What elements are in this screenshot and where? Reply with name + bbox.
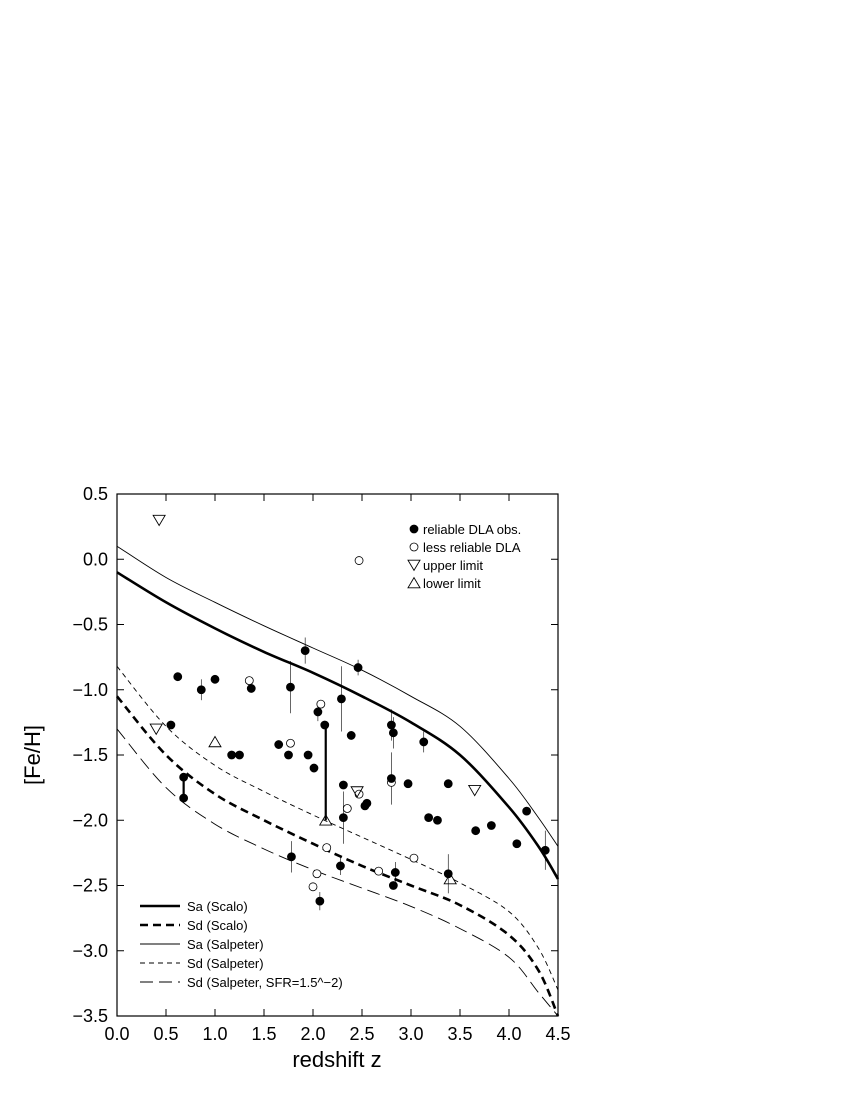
less-reliable-point (286, 739, 294, 747)
x-tick-label: 3.0 (398, 1024, 424, 1044)
lower-limit-point (209, 737, 221, 747)
reliable-point (174, 673, 182, 681)
x-tick-label: 0.0 (104, 1024, 130, 1044)
reliable-point (180, 773, 188, 781)
reliable-point (420, 738, 428, 746)
reliable-point (337, 695, 345, 703)
series-line-sa-scalo (117, 572, 558, 879)
reliable-point (310, 764, 318, 772)
legend-label-filled-circle: reliable DLA obs. (423, 522, 522, 537)
reliable-point (541, 846, 549, 854)
x-tick-label: 3.5 (447, 1024, 473, 1044)
reliable-point (523, 807, 531, 815)
less-reliable-point (410, 854, 418, 862)
y-tick-label: −3.0 (72, 940, 108, 961)
reliable-point (336, 862, 344, 870)
legend-marker-lower-limit (408, 578, 420, 588)
less-reliable-point (317, 700, 325, 708)
legend-label-thin-solid: Sa (Salpeter) (187, 937, 264, 952)
reliable-point (316, 897, 324, 905)
reliable-point (404, 780, 412, 788)
x-tick-label: 0.5 (153, 1024, 179, 1044)
y-tick-label: 0.0 (82, 549, 108, 570)
reliable-point (339, 781, 347, 789)
legend-label-open-circle: less reliable DLA (423, 540, 521, 555)
reliable-point (236, 751, 244, 759)
legend-marker-less-reliable (410, 543, 418, 551)
reliable-point (228, 751, 236, 759)
axis-ticks (72, 484, 570, 1044)
less-reliable-point (343, 805, 351, 813)
reliable-point (321, 721, 329, 729)
x-axis-title: redshift z (292, 1047, 382, 1072)
reliable-point (275, 741, 283, 749)
y-tick-label: −2.5 (72, 875, 108, 896)
upper-limit-point (469, 785, 481, 795)
reliable-point (387, 721, 395, 729)
y-tick-label: −0.5 (72, 614, 108, 635)
legend-marker-reliable (410, 525, 418, 533)
x-tick-label: 1.5 (251, 1024, 277, 1044)
reliable-point (304, 751, 312, 759)
legend-label-thin-longdash: Sd (Salpeter, SFR=1.5^−2) (187, 975, 343, 990)
data-points (150, 515, 549, 905)
upper-limit-point (153, 515, 165, 525)
reliable-point (513, 840, 521, 848)
y-tick-label: −2.0 (72, 810, 108, 831)
reliable-point (167, 721, 175, 729)
x-tick-label: 2.5 (349, 1024, 375, 1044)
legend-label-thick-solid: Sa (Scalo) (187, 899, 248, 914)
legend (140, 522, 521, 990)
legend-label-down-triangle: upper limit (423, 558, 483, 573)
reliable-point (389, 882, 397, 890)
less-reliable-point (245, 677, 253, 685)
y-tick-label: −1.5 (72, 745, 108, 765)
reliable-point (339, 814, 347, 822)
series-line-sd-salpeter-sfr-1-5-2 (117, 729, 558, 1016)
legend-label-up-triangle: lower limit (423, 576, 481, 591)
reliable-point (314, 708, 322, 716)
y-tick-label: 0.5 (82, 484, 108, 504)
reliable-point (286, 683, 294, 691)
legend-marker-upper-limit (408, 560, 420, 570)
reliable-point (487, 821, 495, 829)
reliable-point (391, 868, 399, 876)
series-line-sd-scalo (117, 696, 558, 1016)
reliable-point (287, 853, 295, 861)
y-axis-title: [Fe/H] (20, 725, 45, 785)
y-tick-label: −3.5 (72, 1006, 108, 1026)
reliable-point (363, 799, 371, 807)
reliable-point (472, 827, 480, 835)
reliable-point (354, 664, 362, 672)
reliable-point (247, 684, 255, 692)
reliable-point (444, 780, 452, 788)
reliable-point (180, 794, 188, 802)
y-tick-label: −1.0 (72, 679, 108, 700)
error-bars (184, 638, 546, 911)
x-tick-label: 1.0 (202, 1024, 228, 1044)
less-reliable-point (355, 557, 363, 565)
less-reliable-point (375, 867, 383, 875)
reliable-point (197, 686, 205, 694)
reliable-point (211, 675, 219, 683)
less-reliable-point (323, 844, 331, 852)
reliable-point (433, 816, 441, 824)
legend-label-thin-dashed: Sd (Salpeter) (187, 956, 264, 971)
reliable-point (387, 774, 395, 782)
reliable-point (347, 731, 355, 739)
reliable-point (285, 751, 293, 759)
reliable-point (425, 814, 433, 822)
legend-label-thick-dashed: Sd (Scalo) (187, 918, 248, 933)
plot-frame (117, 494, 558, 1016)
reliable-point (301, 647, 309, 655)
x-tick-label: 4.0 (496, 1024, 522, 1044)
less-reliable-point (313, 870, 321, 878)
x-tick-label: 2.0 (300, 1024, 326, 1044)
upper-limit-point (150, 724, 162, 734)
reliable-point (389, 729, 397, 737)
x-tick-label: 4.5 (545, 1024, 571, 1044)
less-reliable-point (309, 883, 317, 891)
